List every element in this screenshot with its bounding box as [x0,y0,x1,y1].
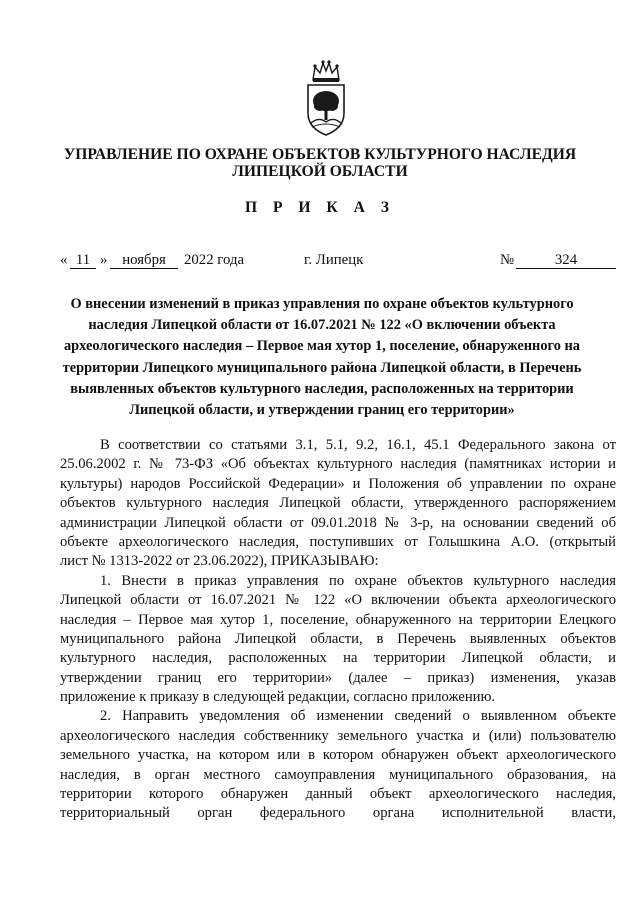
body-line: 2. Направить уведомления об изменении сведений о выявленном объекте [100,708,616,725]
body-line: культурного наследия, расположенных на территории Липецкой области, и [60,650,616,667]
title-line: О внесении изменений в приказ управления по охране объектов культурного [70,296,574,312]
body-line: лист № 1313-2022 от 23.06.2022), ПРИКАЗЫВАЮ: [60,553,379,570]
body-line: объектов культурного наследия Липецкой области, утвержденного распоряжением [60,495,616,512]
body-line: администрации Липецкой области от 09.01.2018 № 3-р, на основании сведений об [60,514,616,531]
number-sign: № [500,252,515,268]
document-body [60,436,616,824]
agency-name-line-1: УПРАВЛЕНИЕ ПО ОХРАНЕ ОБЪЕКТОВ КУЛЬТУРНОГО НАСЛЕДИЯ [63,146,577,163]
body-line: культуры) народов Российской Федерации» и Положения об управлении по охране [60,475,616,492]
title-line: Липецкой области, и утверждении границ его территории» [129,402,515,419]
document-type: П Р И К А З [244,199,396,216]
body-line: 25.06.2002 г. № 73-ФЗ «Об объектах культурного наследия (памятниках истории и [60,456,616,473]
body-line: утверждении границ его территории» (далее – приказ) изменения, указав [60,669,616,686]
body-line: В соответствии со статьями 3.1, 5.1, 9.2, 16.1, 45.1 Федерального закона от [100,437,616,453]
body-line: земельного участка, на котором или в котором обнаружен объект археологического [60,747,616,764]
date-day: 11 [70,253,96,269]
title-line: наследия Липецкой области от 16.07.2021 № 122 «О включении объекта [88,317,556,334]
city: г. Липецк [304,252,364,268]
date-month: ноября [110,253,178,269]
date-year: 2022 года [184,252,245,268]
document-title [56,294,588,421]
body-line: территории которого обнаружен данный объект археологического наследия, [60,786,616,803]
agency-name-line-2: ЛИПЕЦКОЙ ОБЛАСТИ [232,163,408,180]
body-line: муниципального района Липецкой области, в Перечень выявленных объектов [60,630,616,647]
document-number: 324 [516,253,616,269]
body-line: 1. Внести в приказ управления по охране объектов культурного наследия [100,572,616,589]
body-line: археологического наследия собственнику земельного участка и (или) пользователю [60,727,616,744]
date-quote-close: » [100,252,108,268]
title-line: территории Липецкого муниципального района Липецкой области, в Перечень [62,359,582,376]
document-meta [60,251,616,271]
body-line: наследия – Первое мая хутор 1, поселение, обнаруженного на территории Елецкого [60,611,616,628]
body-line: приложение к приказу в следующей редакции, согласно приложению. [60,689,496,706]
body-line: территориальный орган федерального органа исполнительной власти, [60,805,616,822]
body-line: Липецкой области от 16.07.2021 № 122 «О включении объекта археологического [60,592,616,609]
body-line: объекте археологического наследия, поступивших от Голышкина А.О. (открытый [60,533,616,550]
agency-name [60,146,580,180]
title-line: археологического наследия – Первое мая хутор 1, поселение, обнаруженного на [63,338,580,355]
date-quote-open: « [60,252,68,268]
coat-of-arms-icon [296,58,356,138]
body-line: наследия, в орган местного самоуправления муниципального образования, на [60,766,616,783]
title-line: выявленных объектов культурного наследия, расположенных на территории [70,380,574,397]
